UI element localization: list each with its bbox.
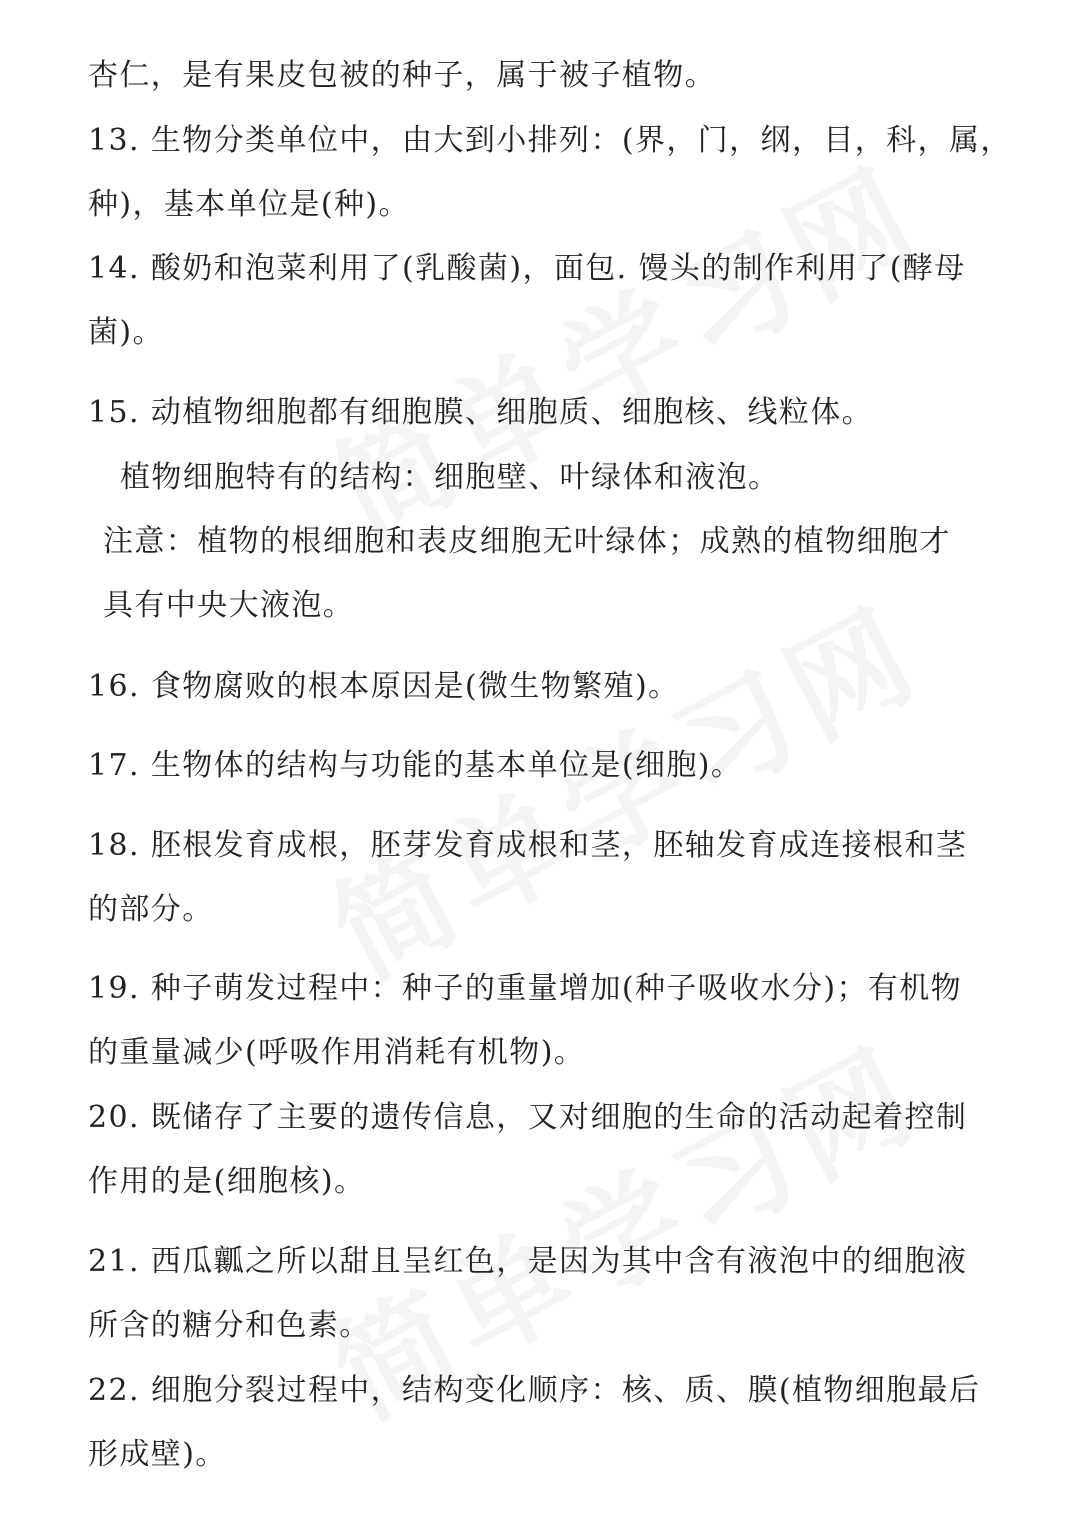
item-13-line: 种)，基本单位是(种)。 — [88, 187, 410, 222]
item-21-line: 所含的糖分和色素。 — [88, 1308, 371, 1343]
item-17-line: 17. 生物体的结构与功能的基本单位是(细胞)。 — [88, 748, 743, 783]
note-line: 注意：植物的根细胞和表皮细胞无叶绿体；成熟的植物细胞才 — [103, 524, 951, 559]
item-22-line: 22. 细胞分裂过程中，结构变化顺序：核、质、膜(植物细胞最后 — [88, 1373, 981, 1408]
item-19-line: 19. 种子萌发过程中：种子的重量增加(种子吸收水分)；有机物 — [88, 971, 963, 1006]
item-16-line: 16. 食物腐败的根本原因是(微生物繁殖)。 — [88, 669, 680, 704]
item-14-line: 菌)。 — [88, 315, 164, 350]
item-18-line: 的部分。 — [88, 892, 214, 927]
item-21-line: 21. 西瓜瓤之所以甜且呈红色，是因为其中含有液泡中的细胞液 — [88, 1244, 968, 1279]
item-15-line: 15. 动植物细胞都有细胞膜、细胞质、细胞核、线粒体。 — [88, 395, 874, 430]
item-19-line: 的重量减少(呼吸作用消耗有机物)。 — [88, 1035, 586, 1070]
item-20-line: 20. 既储存了主要的遗传信息，又对细胞的生命的活动起着控制 — [88, 1100, 968, 1135]
text-line: 杏仁，是有果皮包被的种子，属于被子植物。 — [88, 58, 716, 93]
item-18-line: 18. 胚根发育成根，胚芽发育成根和茎，胚轴发育成连接根和茎 — [88, 828, 968, 863]
note-line: 具有中央大液泡。 — [103, 588, 355, 623]
item-20-line: 作用的是(细胞核)。 — [88, 1164, 366, 1199]
item-22-line: 形成壁)。 — [88, 1437, 227, 1472]
item-15-line: 植物细胞特有的结构：细胞壁、叶绿体和液泡。 — [120, 460, 780, 495]
item-14-line: 14. 酸奶和泡菜利用了(乳酸菌)，面包. 馒头的制作利用了(酵母 — [88, 251, 966, 286]
item-13-line: 13. 生物分类单位中，由大到小排列：(界，门，纲，目，科，属， — [88, 123, 1012, 158]
